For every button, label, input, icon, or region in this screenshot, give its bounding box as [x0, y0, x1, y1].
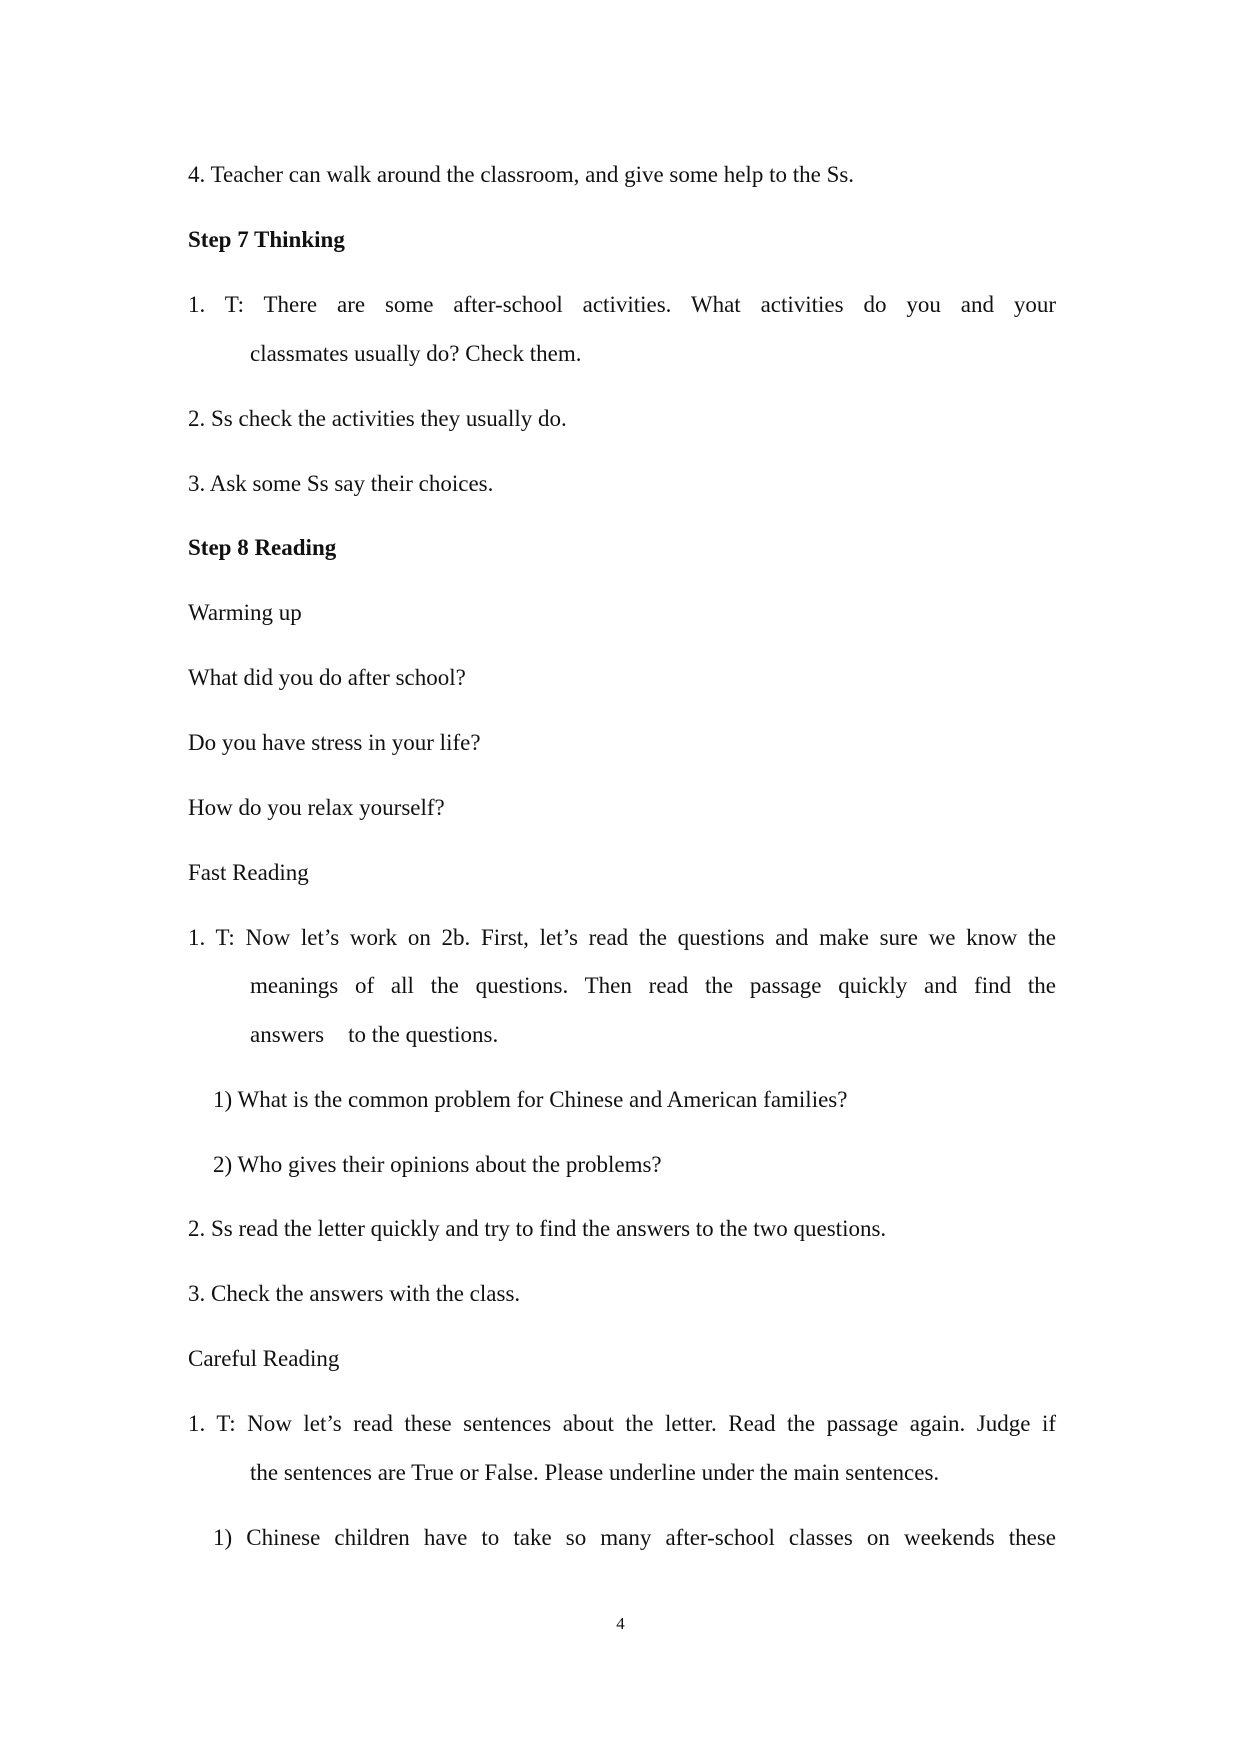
- fast-item1-line1: 1. T: Now let’s work on 2b. First, let’s read the questions and make sure we know the: [188, 925, 1056, 950]
- warmup-question-3: How do you relax yourself?: [188, 795, 445, 820]
- careful-item1-line1: 1. T: Now let’s read these sentences about the letter. Read the passage again. Judge if: [188, 1411, 1056, 1436]
- warmup-question-2: Do you have stress in your life?: [188, 730, 481, 755]
- fast-item1-line3: [250, 1020, 498, 1050]
- step7-item1-line2: classmates usually do? Check them.: [250, 341, 582, 366]
- warmup-question-1: What did you do after school?: [188, 665, 466, 690]
- heading-step8: Step 8 Reading: [188, 535, 337, 560]
- fast-item1-line3-part2: to the questions.: [348, 1022, 499, 1047]
- careful-item1-line2: the sentences are True or False. Please underline under the main sentences.: [250, 1460, 940, 1485]
- fast-question-2: 2) Who gives their opinions about the problems?: [213, 1152, 662, 1177]
- page-number: 4: [616, 1614, 625, 1633]
- careful-question-1: 1) Chinese children have to take so many after-school classes on weekends these: [213, 1525, 1056, 1550]
- fast-question-1: 1) What is the common problem for Chinese and American families?: [213, 1087, 848, 1112]
- fast-item1-line3-part1: answers: [250, 1022, 325, 1047]
- fast-item2: 2. Ss read the letter quickly and try to find the answers to the two questions.: [188, 1216, 887, 1241]
- subheading-careful-reading: Careful Reading: [188, 1346, 340, 1371]
- subheading-fast-reading: Fast Reading: [188, 860, 309, 885]
- heading-step7: Step 7 Thinking: [188, 227, 345, 252]
- fast-item3: 3. Check the answers with the class.: [188, 1281, 521, 1306]
- step7-item2: 2. Ss check the activities they usually do.: [188, 406, 567, 431]
- step7-item3: 3. Ask some Ss say their choices.: [188, 471, 494, 496]
- paragraph-step6-item4: 4. Teacher can walk around the classroom, and give some help to the Ss.: [188, 162, 855, 187]
- step7-item1-line1: 1. T: There are some after-school activities. What activities do you and your: [188, 292, 1056, 317]
- subheading-warming-up: Warming up: [188, 600, 302, 625]
- fast-item1-line2: meanings of all the questions. Then read the passage quickly and find the: [250, 973, 1056, 998]
